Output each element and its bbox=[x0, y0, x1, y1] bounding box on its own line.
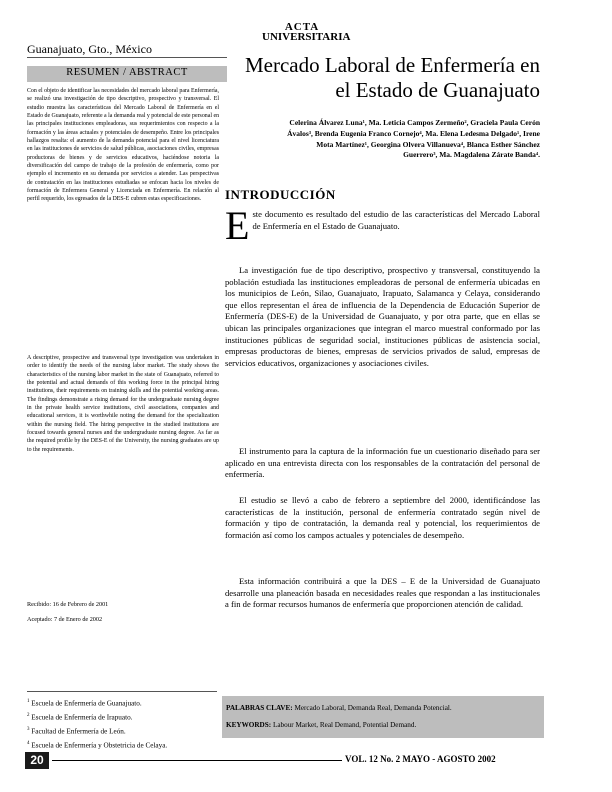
abstract-label: RESUMEN / ABSTRACT bbox=[66, 67, 188, 78]
volume-info: VOL. 12 No. 2 MAYO - AGOSTO 2002 bbox=[345, 754, 496, 764]
authors-line-2: Ávalos³, Brenda Eugenia Franco Cornejo⁴, Ma. Elena Ledesma Delgado¹, Irene bbox=[287, 128, 540, 138]
title-line-2: el Estado de Guanajuato bbox=[335, 78, 540, 102]
header-divider bbox=[27, 57, 227, 58]
keywords-english-text: Labour Market, Real Demand, Potential Demand. bbox=[272, 721, 417, 729]
place-header: Guanajuato, Gto., México bbox=[27, 42, 152, 56]
keywords-spanish-label: PALABRAS CLAVE: bbox=[226, 704, 293, 712]
keywords-spanish-text: Mercado Laboral, Demanda Real, Demanda Potencial. bbox=[294, 704, 452, 712]
footnote-2: $^2$ Escuela de Enfermería de Irapuato. bbox=[27, 712, 133, 722]
accepted-date: Aceptado: 7 de Enero de 2002 bbox=[27, 616, 103, 623]
section-heading: INTRODUCCIÓN bbox=[225, 187, 336, 202]
intro-paragraph-3: El instrumento para la captura de la información fue un cuestionario diseñado para ser aplicado en una entrevista directa con los responsables de la contratación del personal de enfermería. bbox=[225, 446, 540, 480]
keywords-box bbox=[222, 696, 544, 738]
logo-line-1: ACTA bbox=[284, 21, 320, 33]
intro-paragraph-1-text: ste documento es resultado del estudio de las características del Mercado Laboral de Enfermería en el Estado de Guanajuato. bbox=[252, 209, 540, 231]
footer-divider bbox=[52, 760, 342, 761]
keywords-english bbox=[226, 721, 416, 729]
footnote-divider bbox=[27, 691, 217, 692]
abstract-english: A descriptive, prospective and transversal type investigation was undertaken in order to identify the needs of the nursing labor market. The study shows the characteristics of the nursing labor market in the state of Guanajuato, referred to the potential and actual demands of this working force in the principal hiring institutions, their requirements on training skills and the potential working areas. The findings demonstrate a rising demand for the undergraduate nursing degree in the private health service institutions, civil associations, companies and educational services, it is worthwhile noting the demand for the specialization within the nursing field. The hiring perspective in the studied institutions are focused towards general nurses and the undergraduate nursing degree. As far as the required profile by the DES-E of the University, the nursing graduates are up to the requirements. bbox=[27, 355, 219, 453]
authors-line-4: Guerrero³, Ma. Magdalena Zárate Banda⁴. bbox=[403, 150, 540, 160]
received-date: Recibido: 16 de Febrero de 2001 bbox=[27, 601, 109, 608]
footnote-3: $^3$ Facultad de Enfermería de León. bbox=[27, 726, 126, 736]
authors-line-1: Celerina Álvarez Luna¹, Ma. Leticia Campos Zermeño², Graciela Paula Cerón bbox=[289, 118, 540, 127]
keywords-english-label: KEYWORDS: bbox=[226, 721, 272, 729]
drop-cap: E bbox=[225, 203, 250, 248]
footnotes bbox=[27, 697, 217, 753]
footnote-4: $^4$ Escuela de Enfermería y Obstetricia de Celaya. bbox=[27, 740, 168, 750]
intro-paragraph-2: La investigación fue de tipo descriptivo, prospectivo y transversal, constituyendo la población estudiada las instituciones empleadoras de personal de enfermería ubicadas en los municipios de León, Silao, Guanajuato, Irapuato, Salamanca y Celaya, considerando que ellos representan el área de influencia de la Dependencia de Educación Superior de Enfermería (DES-E) de la Universidad de Guanajuato, y por otra parte, que en ellas se ubican las principales organizaciones que integran el marco muestral conformado por las instituciones públicas de seguridad social, instituciones públicas de asistencia social, empresas productoras de bienes, empresas de servicios privados de salud, empresas de servicios educativos, organizaciones y asociaciones civiles. bbox=[225, 265, 540, 368]
journal-logo bbox=[262, 21, 351, 43]
author-list bbox=[225, 118, 540, 161]
footnote-1: $^1$ Escuela de Enfermería de Guanajuato. bbox=[27, 699, 142, 708]
title-line-1: Mercado Laboral de Enfermería en bbox=[244, 53, 540, 77]
keywords-spanish bbox=[226, 704, 452, 712]
intro-paragraph-1 bbox=[225, 203, 540, 248]
intro-paragraph-5: Esta información contribuirá a que la DES – E de la Universidad de Guanajuato desarrolle una planeación basada en necesidades reales que respondan a las institucionales a fin de formar recursos humanos de enfermería que proporcionen atención de calidad. bbox=[225, 576, 540, 610]
authors-line-3: Mota Martínez¹, Georgina Olvera Villanueva⁴, Blanca Esther Sánchez bbox=[316, 139, 540, 149]
logo-line-2: UNIVERSITARIA bbox=[262, 31, 351, 43]
intro-paragraph-4: El estudio se llevó a cabo de febrero a septiembre del 2000, identificándose las características de la institución, personal de enfermería contratado según nivel de formación y tipo de contratación, la demanda real y potencial, los requerimientos de formación así como los campos actuales y potenciales de desempeño. bbox=[225, 495, 540, 540]
article-title bbox=[225, 53, 540, 103]
page-number: 20 bbox=[25, 752, 49, 769]
abstract-spanish: Con el objeto de identificar las necesidades del mercado laboral para Enfermería, se realizó una investigación de tipo descriptivo, prospectivo y transversal. El estudio muestra las características del Mercado Laboral de Enfermería en el Estado de Guanajuato, referente a la demanda real y potencial de este personal en las principales instituciones empleadoras, sus requerimientos con respecto a la formación y las áreas actuales y potenciales de desempeño. Entre los principales hallazgos resalta: el aumento de la demanda potencial para el nivel licenciatura en las instituciones de servicios de salud públicas, asociaciones civiles, empresas productoras de bienes y de servicios educativos, haciéndose notoria la diversificación del campo de trabajo de la profesión de enfermería, como por ejemplo el incremento en su demanda por servicios a atender. Las perspectivas de contratación en las instituciones estudiadas se enfocan hacia los niveles de formación de Enfermera General y Licenciada en Enfermería. En relación al perfil requerido, los egresados de la DES-E cubren estas especificaciones. bbox=[27, 88, 220, 203]
